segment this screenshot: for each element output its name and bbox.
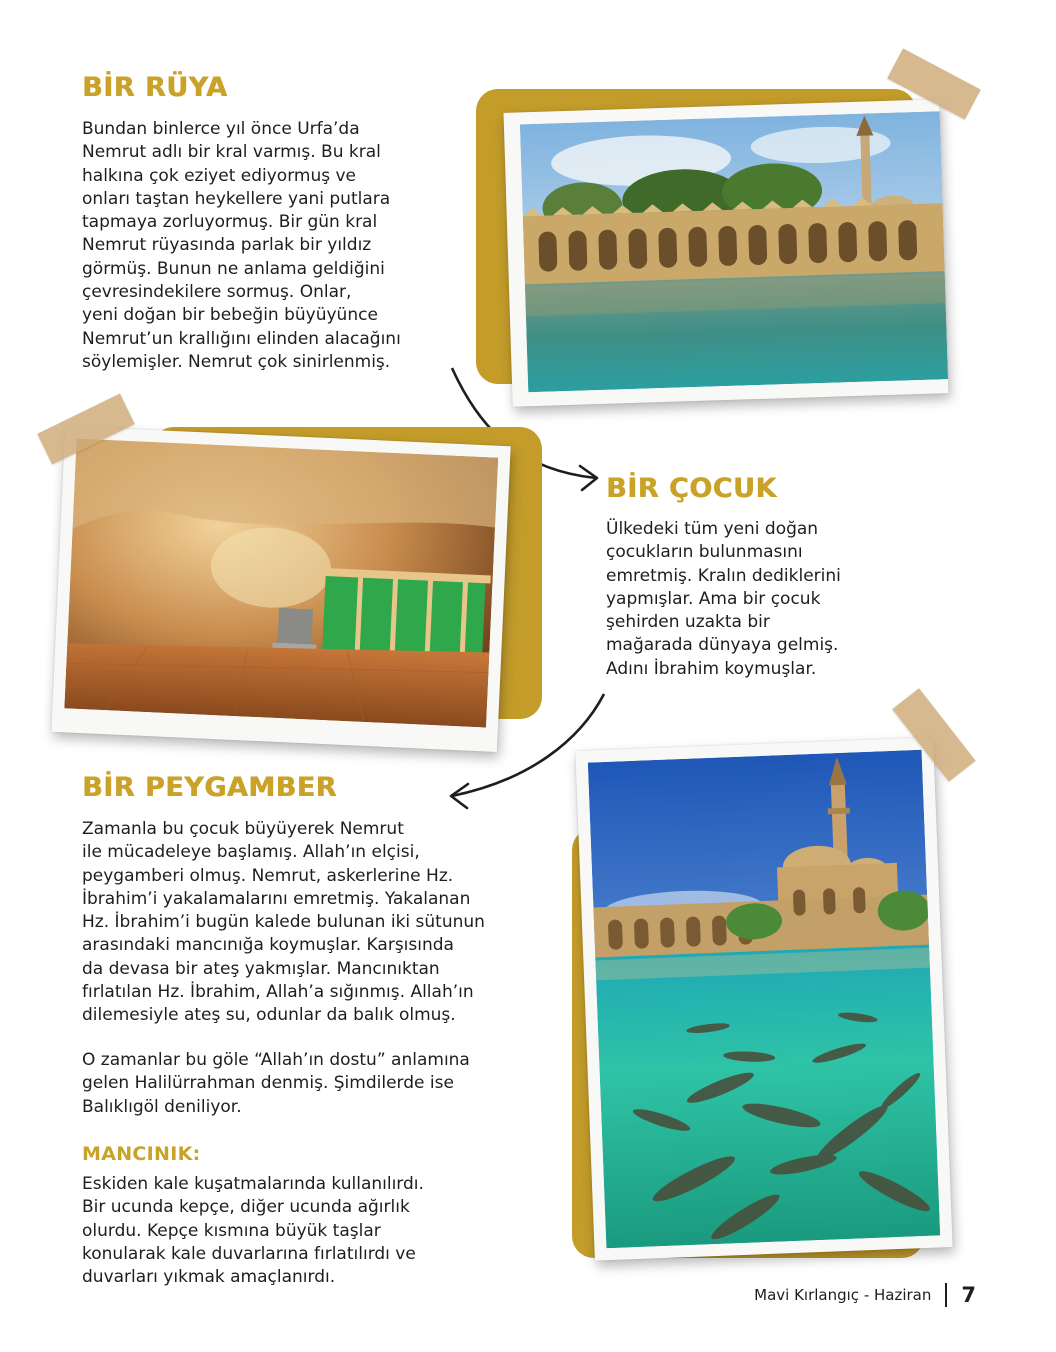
balikligol-arcade-image	[520, 111, 948, 392]
footer-separator	[945, 1283, 947, 1307]
mosque-fish-lake-image	[588, 750, 940, 1248]
photo-cave-interior	[51, 426, 510, 752]
section-text-prophet-lake: O zamanlar bu göle “Allah’ın dostu” anlamına gelen Halilürrahman denmiş. Şimdilerde ise Balıklıgöl deniliyor.	[82, 1050, 470, 1117]
section-title-dream: BİR RÜYA	[82, 72, 228, 103]
page-number: 7	[961, 1283, 976, 1307]
cave-interior-image	[64, 439, 498, 728]
photo-mosque-fish-lake	[575, 737, 952, 1260]
section-title-prophet: BİR PEYGAMBER	[82, 772, 337, 803]
photo-balikligol-arcade	[503, 99, 948, 407]
section-text-prophet: Zamanla bu çocuk büyüyerek Nemrut ile mücadeleye başlamış. Allah’ın elçisi, peygamberi olmuş. Nemrut, askerlerine Hz. İbrahim’i yakalamalarını emretmiş. Yakalanan Hz. İbrahim’i bugün kalede bulunan iki sütunun arasındaki mancınığa koymuşlar. Karşısında da devasa bir ateş yakmışlar. Mancınıktan fırlatılan Hz. İbrahim, Allah’a sığınmış. Allah’ın dilemesiyle ateş su, odunlar da balık olmuş.	[82, 819, 485, 1026]
page-footer	[754, 1283, 976, 1307]
section-text-catapult: Eskiden kale kuşatmalarında kullanılırdı. Bir ucunda kepçe, diğer ucunda ağırlık olurdu. Kepçe kısmına büyük taşlar konularak kale duvarlarına fırlatılırdı ve duvarları yıkmak amaçlanırdı.	[82, 1174, 424, 1288]
section-text-child: Ülkedeki tüm yeni doğan çocukların bulunmasını emretmiş. Kralın dediklerini yapmışlar. Ama bir çocuk şehirden uzakta bir mağarada dünyaya gelmiş. Adını İbrahim koymuşlar.	[606, 519, 841, 679]
section-title-child: BİR ÇOCUK	[606, 473, 777, 504]
magazine-name: Mavi Kırlangıç - Haziran	[754, 1286, 932, 1304]
section-title-catapult: MANCINIK:	[82, 1143, 201, 1165]
section-text-dream: Bundan binlerce yıl önce Urfa’da Nemrut adlı bir kral varmış. Bu kral halkına çok eziyet ediyormuş ve onları taştan heykellere yani putlara tapmaya zorluyormuş. Bir gün kral Nemrut rüyasında parlak bir yıldız görmüş. Bunun ne anlama geldiğini çevresindekilere sormuş. Onlar, yeni doğan bir bebeğin büyüyünce Nemrut’un krallığını elinden alacağını söylemişler. Nemrut çok sinirlenmiş.	[82, 119, 401, 372]
